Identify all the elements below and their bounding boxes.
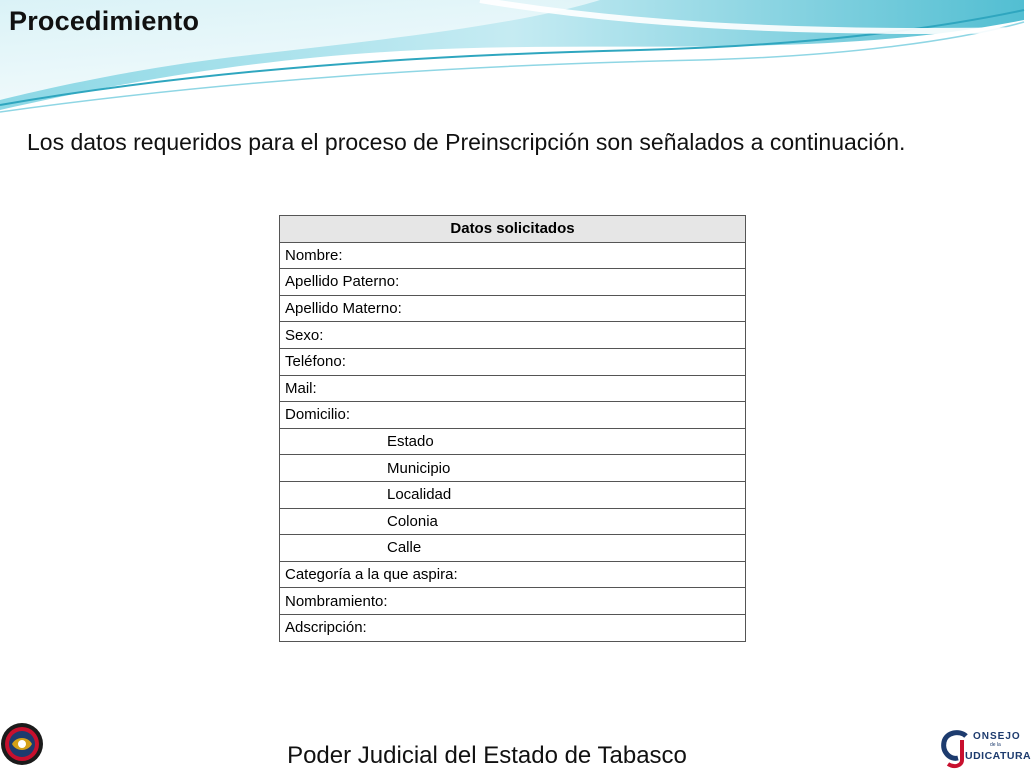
table-row xyxy=(280,535,746,562)
table-subcell: Colonia xyxy=(280,508,746,535)
table-subcell: Localidad xyxy=(280,481,746,508)
table-row xyxy=(280,242,746,269)
footer-institution: Poder Judicial del Estado de Tabasco xyxy=(287,742,687,769)
table-cell: Mail: xyxy=(280,375,746,402)
table-row xyxy=(280,614,746,641)
table-row xyxy=(280,375,746,402)
requested-data-table xyxy=(279,215,746,642)
table-cell: Nombramiento: xyxy=(280,588,746,615)
table-row xyxy=(280,508,746,535)
table-row xyxy=(280,348,746,375)
table-row xyxy=(280,588,746,615)
table-header-row xyxy=(280,216,746,243)
logo-text-line2: de la xyxy=(990,742,1001,748)
logo-text-line1: ONSEJO xyxy=(973,731,1021,742)
table-row xyxy=(280,561,746,588)
table-cell: Apellido Paterno: xyxy=(280,269,746,296)
table-subcell: Calle xyxy=(280,535,746,562)
page-title: Procedimiento xyxy=(9,6,200,36)
table-cell: Teléfono: xyxy=(280,348,746,375)
intro-paragraph: Los datos requeridos para el proceso de Preinscripción son señalados a continuación. xyxy=(27,129,906,155)
logo-text-line3: UDICATURA xyxy=(965,750,1031,762)
table-cell: Apellido Materno: xyxy=(280,295,746,322)
table-row xyxy=(280,269,746,296)
table-cell: Sexo: xyxy=(280,322,746,349)
table-cell: Categoría a la que aspira: xyxy=(280,561,746,588)
table-row xyxy=(280,455,746,482)
table-row xyxy=(280,295,746,322)
table-cell: Adscripción: xyxy=(280,614,746,641)
table-row xyxy=(280,322,746,349)
table-row xyxy=(280,402,746,429)
table-cell: Domicilio: xyxy=(280,402,746,429)
table-cell: Nombre: xyxy=(280,242,746,269)
table-row xyxy=(280,428,746,455)
table-subcell: Municipio xyxy=(280,455,746,482)
table-header-cell: Datos solicitados xyxy=(280,216,746,243)
table-subcell: Estado xyxy=(280,428,746,455)
table-row xyxy=(280,481,746,508)
